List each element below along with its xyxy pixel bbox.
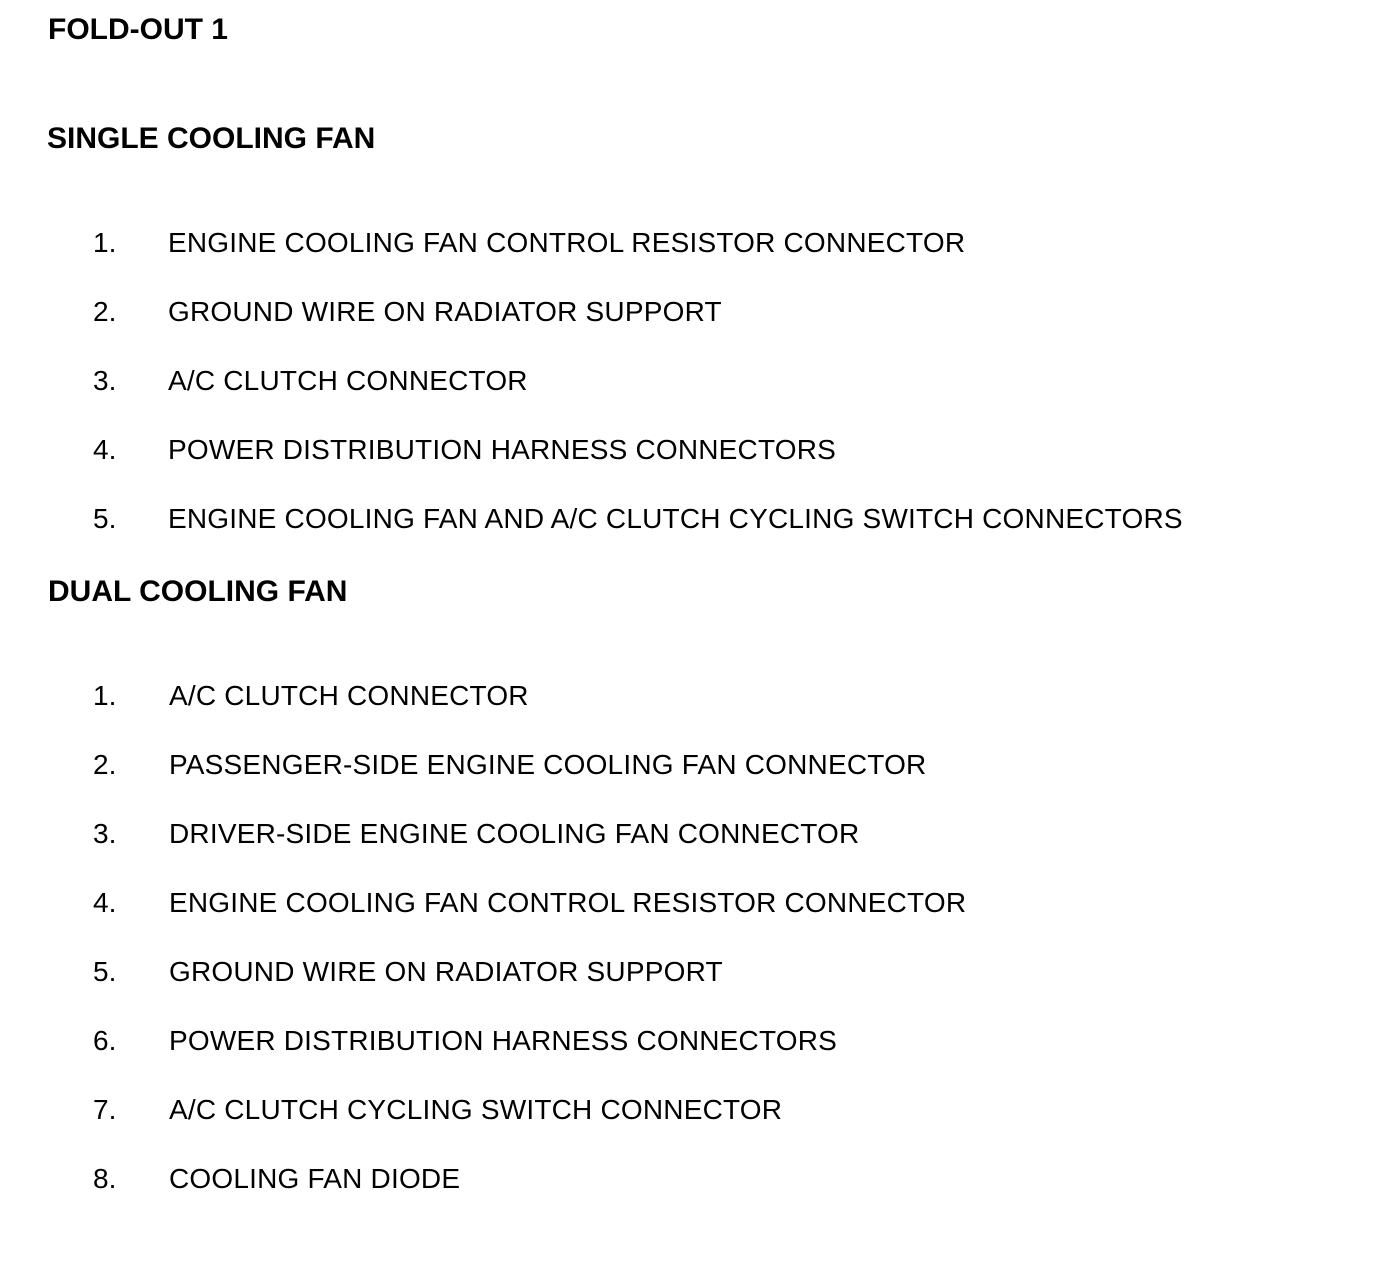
section-heading-single-cooling-fan: SINGLE COOLING FAN xyxy=(47,122,376,155)
item-text: GROUND WIRE ON RADIATOR SUPPORT xyxy=(168,296,722,327)
item-text: A/C CLUTCH CONNECTOR xyxy=(168,365,528,396)
item-number: 8. xyxy=(93,1163,117,1194)
item-number: 2. xyxy=(93,296,117,327)
item-number: 3. xyxy=(93,365,117,396)
item-number: 4. xyxy=(93,887,117,918)
section-heading-dual-cooling-fan: DUAL COOLING FAN xyxy=(48,575,348,608)
item-text: ENGINE COOLING FAN CONTROL RESISTOR CONNECTOR xyxy=(169,887,967,918)
item-text: A/C CLUTCH CYCLING SWITCH CONNECTOR xyxy=(169,1094,783,1125)
item-number: 1. xyxy=(93,227,117,258)
item-number: 3. xyxy=(93,818,117,849)
item-text: ENGINE COOLING FAN AND A/C CLUTCH CYCLING SWITCH CONNECTORS xyxy=(168,503,1183,534)
item-text: A/C CLUTCH CONNECTOR xyxy=(169,680,529,711)
item-number: 5. xyxy=(93,956,117,987)
item-text: COOLING FAN DIODE xyxy=(169,1163,461,1194)
item-text: POWER DISTRIBUTION HARNESS CONNECTORS xyxy=(168,434,837,465)
item-text: PASSENGER-SIDE ENGINE COOLING FAN CONNECTOR xyxy=(169,749,927,780)
item-number: 2. xyxy=(93,749,117,780)
item-number: 7. xyxy=(93,1094,117,1125)
item-text: POWER DISTRIBUTION HARNESS CONNECTORS xyxy=(169,1025,838,1056)
item-number: 5. xyxy=(93,503,117,534)
item-number: 4. xyxy=(93,434,117,465)
item-number: 1. xyxy=(93,680,117,711)
item-number: 6. xyxy=(93,1025,117,1056)
page-title: FOLD-OUT 1 xyxy=(48,13,228,46)
item-text: GROUND WIRE ON RADIATOR SUPPORT xyxy=(169,956,723,987)
item-text: ENGINE COOLING FAN CONTROL RESISTOR CONNECTOR xyxy=(168,227,966,258)
item-text: DRIVER-SIDE ENGINE COOLING FAN CONNECTOR xyxy=(169,818,860,849)
